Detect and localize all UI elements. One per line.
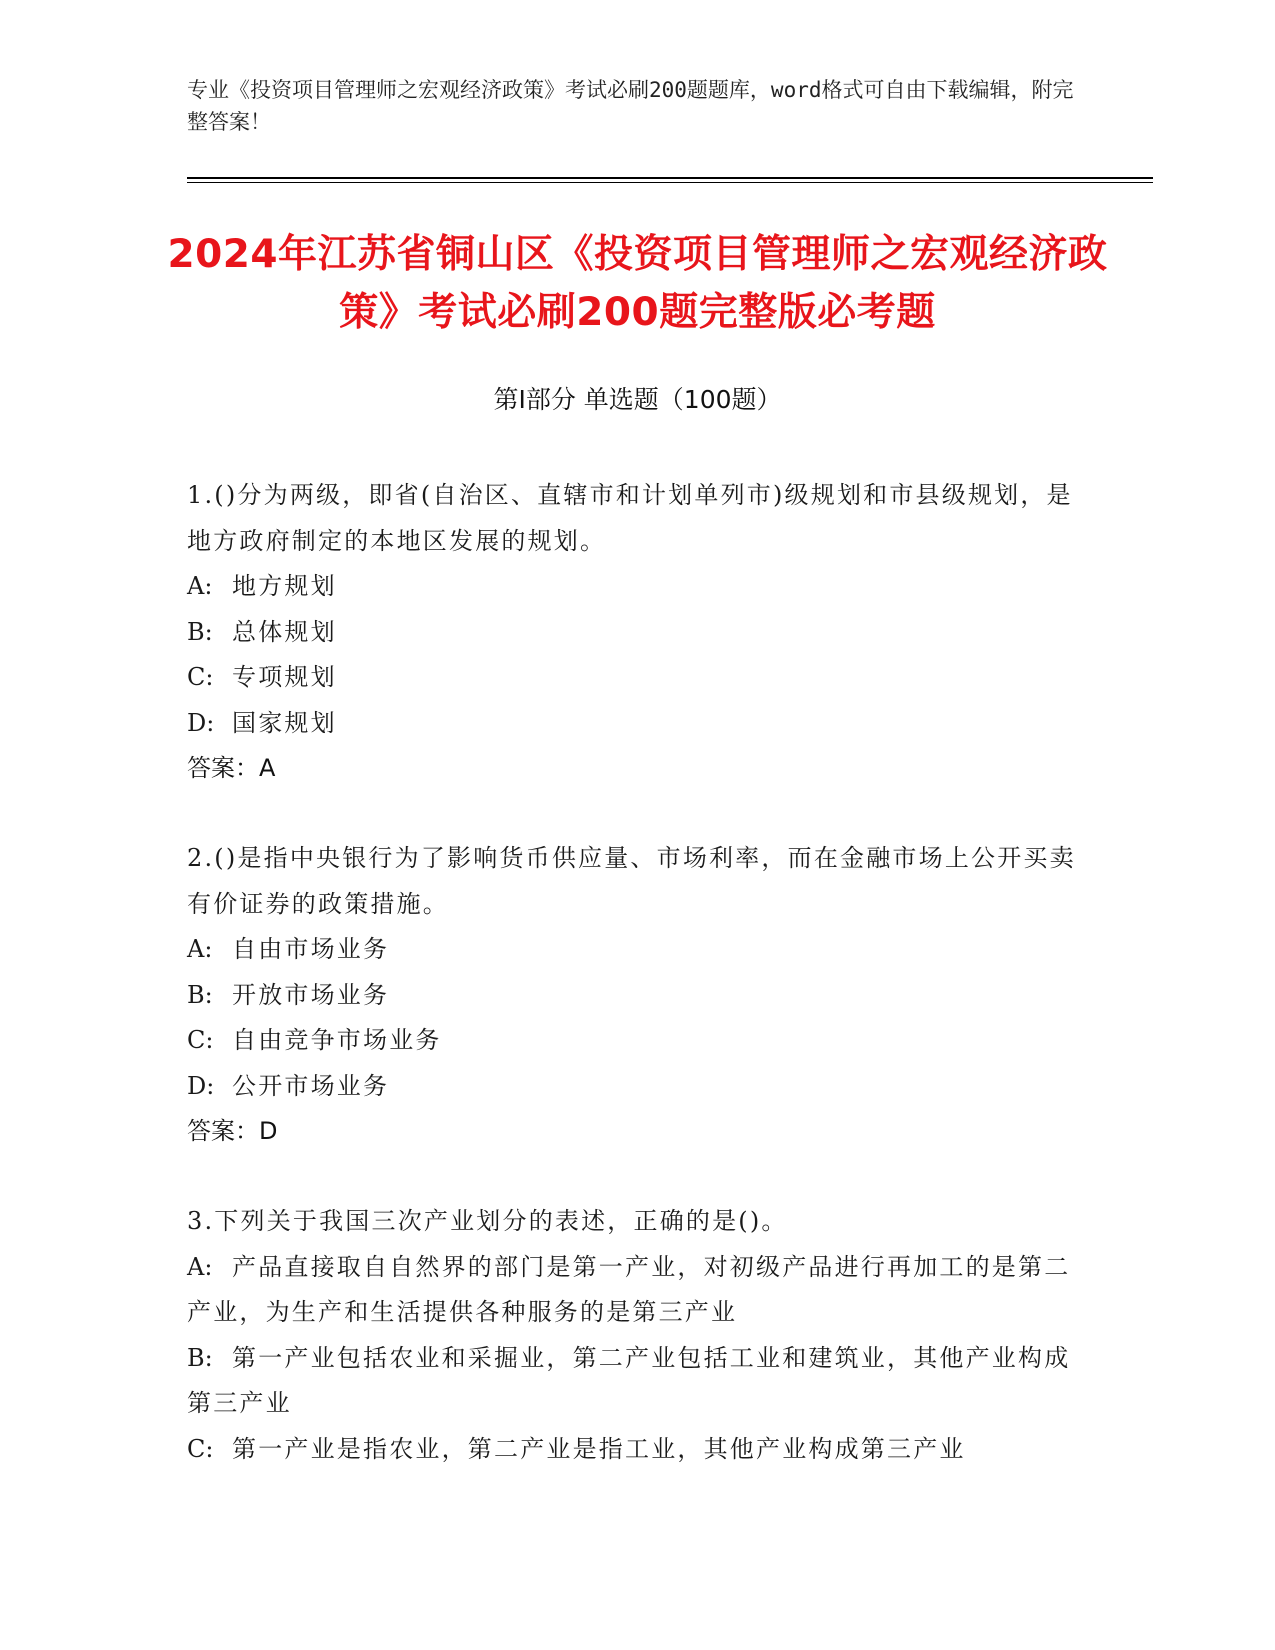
option-letter: D: (187, 708, 215, 737)
option-text: 地方规划 (232, 572, 337, 600)
option-letter: C: (187, 1434, 214, 1463)
option-d (187, 1064, 1087, 1110)
option-text: 专项规划 (232, 663, 337, 691)
option-letter: C: (187, 1026, 214, 1054)
option-letter: A: (187, 935, 213, 963)
header-divider-thick (187, 177, 1153, 179)
question-stem: 3.下列关于我国三次产业划分的表述，正确的是()。 (187, 1207, 788, 1235)
option-letter: C: (187, 663, 214, 691)
question-2 (187, 836, 1087, 1155)
document-title: 2024年江苏省铜山区《投资项目管理师之宏观经济政策》考试必刷200题完整版必考题 (167, 232, 1108, 335)
question-3 (187, 1199, 1087, 1472)
option-letter: A: (187, 1252, 213, 1281)
option-text: 公开市场业务 (232, 1071, 390, 1100)
option-letter: B: (187, 980, 213, 1009)
option-c (187, 1018, 1087, 1064)
question-stem: 1.()分为两级，即省(自治区、直辖市和计划单列市)级规划和市县级规划，是地方政府制定的本地区发展的规划。 (187, 481, 1073, 555)
question-stem: 2.()是指中央银行为了影响货币供应量、市场利率，而在金融市场上公开买卖有价证券的政策措施。 (187, 844, 1076, 918)
option-b (187, 610, 1087, 656)
option-letter: B: (187, 1343, 213, 1372)
option-text: 自由竞争市场业务 (232, 1026, 442, 1054)
header-note: 专业《投资项目管理师之宏观经济政策》考试必刷200题题库，word格式可自由下载编辑，附完整答案！ (187, 78, 1074, 134)
question-1 (187, 473, 1087, 792)
option-text: 自由市场业务 (232, 935, 390, 963)
option-c (187, 655, 1087, 701)
option-d (187, 701, 1087, 747)
section-heading: 第Ⅰ部分 单选题（100题） (493, 385, 782, 414)
option-text: 第一产业是指农业，第二产业是指工业，其他产业构成第三产业 (232, 1434, 966, 1463)
answer-line: 答案：A (187, 754, 276, 782)
option-text: 第一产业包括农业和采掘业，第二产业包括工业和建筑业，其他产业构成第三产业 (187, 1343, 1071, 1417)
header-divider-thin (187, 182, 1153, 183)
option-text: 产品直接取自自然界的部门是第一产业，对初级产品进行再加工的是第二产业，为生产和生活提供各种服务的是第三产业 (187, 1252, 1071, 1326)
answer-line: 答案：D (187, 1117, 278, 1145)
option-text: 总体规划 (232, 617, 337, 646)
option-text: 国家规划 (232, 708, 337, 737)
option-letter: D: (187, 1071, 215, 1100)
option-b (187, 973, 1087, 1019)
option-a (187, 927, 1087, 973)
option-letter: A: (187, 572, 213, 600)
option-a (187, 1245, 1087, 1336)
option-c (187, 1427, 1087, 1473)
option-text: 开放市场业务 (232, 980, 390, 1009)
option-letter: B: (187, 617, 213, 646)
option-a (187, 564, 1087, 610)
option-b (187, 1336, 1087, 1427)
